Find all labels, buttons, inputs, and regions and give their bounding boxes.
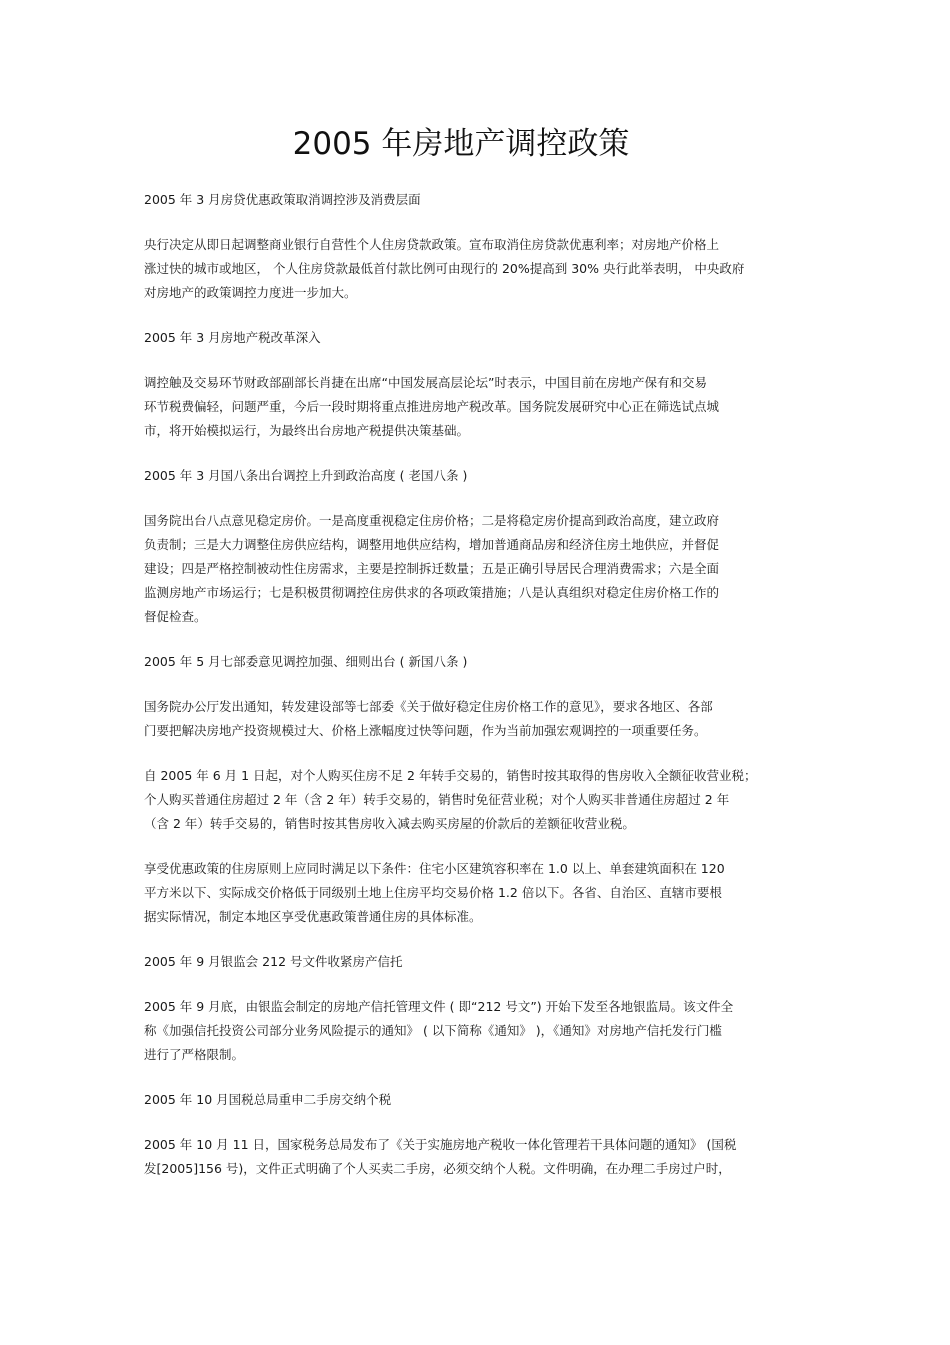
paragraph [144,857,808,929]
paragraph-line: 发[2005]156 号)，文件正式明确了个人买卖二手房，必须交纳个人税。文件明确，在办理二手房过户时， [144,1161,731,1176]
page-title: 2005 年房地产调控政策 [292,126,630,162]
paragraph [144,1133,808,1181]
paragraph [144,764,808,836]
paragraph-line: 2005 年 9 月底，由银监会制定的房地产信托管理文件 ( 即“212 号文”) 开始下发至各地银监局。该文件全 [144,999,734,1014]
paragraph-line: 平方米以下、实际成交价格低于同级别土地上住房平均交易价格 1.2 倍以下。各省、自治区、直辖市要根 [144,885,722,900]
section-gap [144,488,808,509]
paragraph [144,233,808,305]
section-gap [144,974,808,995]
paragraph [144,371,808,443]
section-heading: 2005 年 3 月国八条出台调控上升到政治高度 ( 老国八条 ) [144,468,468,483]
section-heading: 2005 年 5 月七部委意见调控加强、细则出台 ( 新国八条 ) [144,654,468,669]
paragraph-line: 自 2005 年 6 月 1 日起，对个人购买住房不足 2 年转手交易的，销售时按其取得的售房收入全额征收营业税； [144,768,757,783]
paragraph-line: 国务院出台八点意见稳定房价。一是高度重视稳定住房价格；二是将稳定房价提高到政治高度，建立政府 [144,513,720,528]
section-gap [144,443,808,464]
paragraph-line: 央行决定从即日起调整商业银行自营性个人住房贷款政策。宣布取消住房贷款优惠利率；对房地产价格上 [144,237,720,252]
paragraph-line: 督促检查。 [144,609,207,624]
section-gap [144,350,808,371]
paragraph-line: 国务院办公厅发出通知，转发建设部等七部委《关于做好稳定住房价格工作的意见》，要求各地区、各部 [144,699,713,714]
section-gap [144,212,808,233]
paragraph-line: 环节税费偏轻，问题严重，今后一段时期将重点推进房地产税改革。国务院发展研究中心正在筛选试点城 [144,399,720,414]
paragraph-line: 2005 年 10 月 11 日，国家税务总局发布了《关于实施房地产税收一体化管理若干具体问题的通知》 (国税 [144,1137,737,1152]
paragraph-line: 涨过快的城市或地区， 个人住房贷款最低首付款比例可由现行的 20%提高到 30% 央行此举表明， 中央政府 [144,261,745,276]
section-heading: 2005 年 3 月房贷优惠政策取消调控涉及消费层面 [144,192,421,207]
paragraph-line: （含 2 年）转手交易的，销售时按其售房收入减去购买房屋的价款后的差额征收营业税。 [144,816,635,831]
paragraph-line: 个人购买普通住房超过 2 年（含 2 年）转手交易的，销售时免征营业税；对个人购买非普通住房超过 2 年 [144,792,730,807]
paragraph-line: 市，将开始模拟运行，为最终出台房地产税提供决策基础。 [144,423,470,438]
paragraph-line: 负责制；三是大力调整住房供应结构，调整用地供应结构，增加普通商品房和经济住房土地供应，并督促 [144,537,720,552]
paragraph-line: 监测房地产市场运行；七是积极贯彻调控住房供求的各项政策措施；八是认真组织对稳定住房价格工作的 [144,585,720,600]
section-gap [144,743,808,764]
paragraph [144,995,808,1067]
section-gap [144,305,808,326]
paragraph-line: 对房地产的政策调控力度进一步加大。 [144,285,357,300]
paragraph-line: 进行了严格限制。 [144,1047,245,1062]
paragraph-line: 建设；四是严格控制被动性住房需求，主要是控制拆迁数量；五是正确引导居民合理消费需求；六是全面 [144,561,720,576]
section-heading: 2005 年 10 月国税总局重申二手房交纳个税 [144,1092,392,1107]
paragraph [144,695,808,743]
section-heading: 2005 年 9 月银监会 212 号文件收紧房产信托 [144,954,403,969]
paragraph-line: 据实际情况，制定本地区享受优惠政策普通住房的具体标准。 [144,909,482,924]
section-gap [144,674,808,695]
paragraph-line: 门要把解决房地产投资规模过大、价格上涨幅度过快等问题，作为当前加强宏观调控的一项重要任务。 [144,723,707,738]
section-gap [144,1067,808,1088]
paragraph-line: 享受优惠政策的住房原则上应同时满足以下条件：住宅小区建筑容积率在 1.0 以上、单套建筑面积在 120 [144,861,725,876]
section-gap [144,1112,808,1133]
paragraph-line: 称《加强信托投资公司部分业务风险提示的通知》 ( 以下简称《通知》 )，《通知》对房地产信托发行门槛 [144,1023,722,1038]
paragraph [144,509,808,629]
paragraph-line: 调控触及交易环节财政部副部长肖捷在出席“中国发展高层论坛”时表示，中国目前在房地产保有和交易 [144,375,707,390]
section-gap [144,929,808,950]
section-gap [144,629,808,650]
section-heading: 2005 年 3 月房地产税改革深入 [144,330,321,345]
document-body [144,188,808,1181]
section-gap [144,836,808,857]
